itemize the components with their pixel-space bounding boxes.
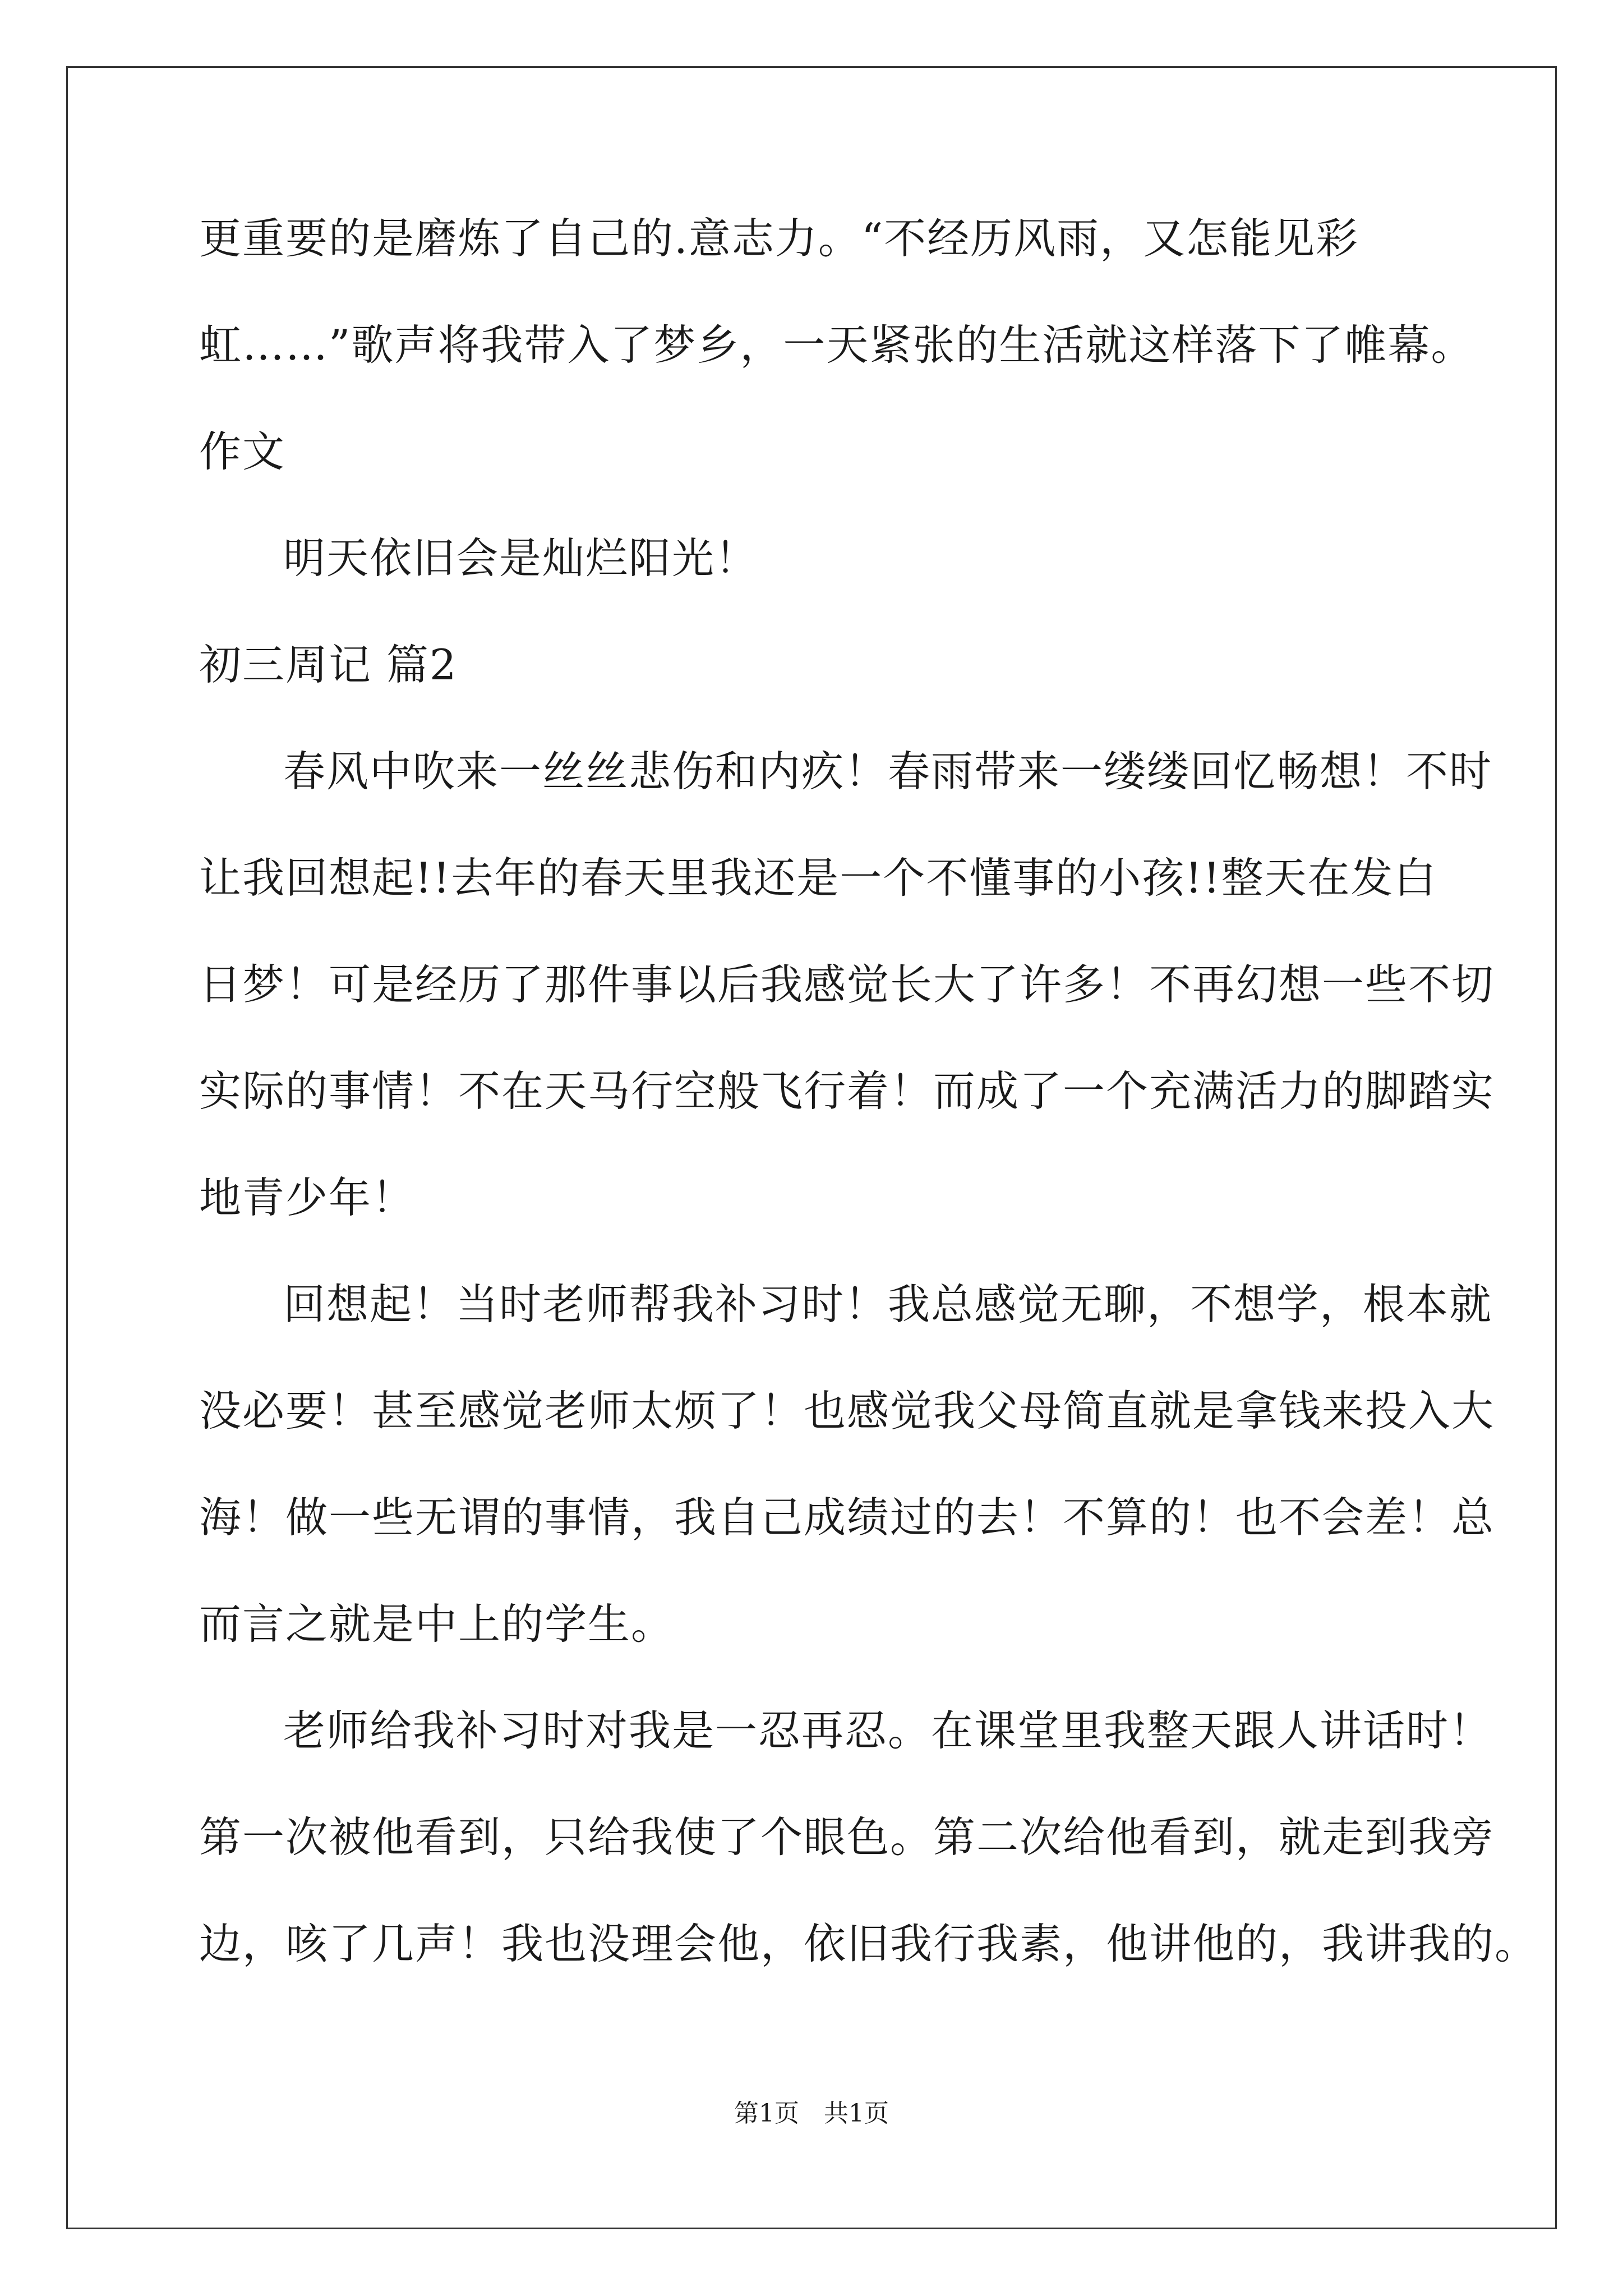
text-line: 老师给我补习时对我是一忍再忍。在课堂里我整天跟人讲话时！	[283, 1706, 1493, 1755]
text-line: 第一次被他看到，只给我使了个眼色。第二次给他看到，就走到我旁	[199, 1812, 1495, 1862]
text-line: 虹……”歌声将我带入了梦乡，一天紧张的生活就这样落下了帷幕。	[199, 320, 1474, 370]
text-line: 而言之就是中上的学生。	[199, 1599, 675, 1649]
page-footer: 第1页 共1页	[734, 2099, 889, 2128]
text-line: 作文	[199, 427, 286, 476]
text-line: 边，咳了几声！我也没理会他，依旧我行我素，他讲他的，我讲我的。	[199, 1919, 1538, 1968]
text-line: 实际的事情！不在天马行空般飞行着！而成了一个充满活力的脚踏实	[199, 1066, 1495, 1116]
text-line: 日梦！可是经历了那件事以后我感觉长大了许多！不再幻想一些不切	[199, 960, 1495, 1009]
page-border	[66, 66, 1557, 2229]
text-line: 海！做一些无谓的事情，我自己成绩过的去！不算的！也不会差！总	[199, 1493, 1495, 1542]
section-heading: 初三周记 篇2	[199, 640, 458, 689]
text-line: 春风中吹来一丝丝悲伤和内疚！春雨带来一缕缕回忆畅想！不时	[283, 747, 1493, 796]
text-line: 没必要！甚至感觉老师太烦了！也感觉我父母简直就是拿钱来投入大	[199, 1386, 1495, 1435]
text-line: 明天依旧会是灿烂阳光！	[283, 533, 759, 583]
text-line: 让我回想起!!去年的春天里我还是一个不懂事的小孩!!整天在发白	[199, 853, 1437, 903]
text-line: 地青少年！	[199, 1173, 416, 1222]
text-line: 回想起！当时老师帮我补习时！我总感觉无聊，不想学，根本就	[283, 1280, 1493, 1329]
text-line: 更重要的是磨炼了自己的.意志力。“不经历风雨，又怎能见彩	[199, 214, 1359, 263]
